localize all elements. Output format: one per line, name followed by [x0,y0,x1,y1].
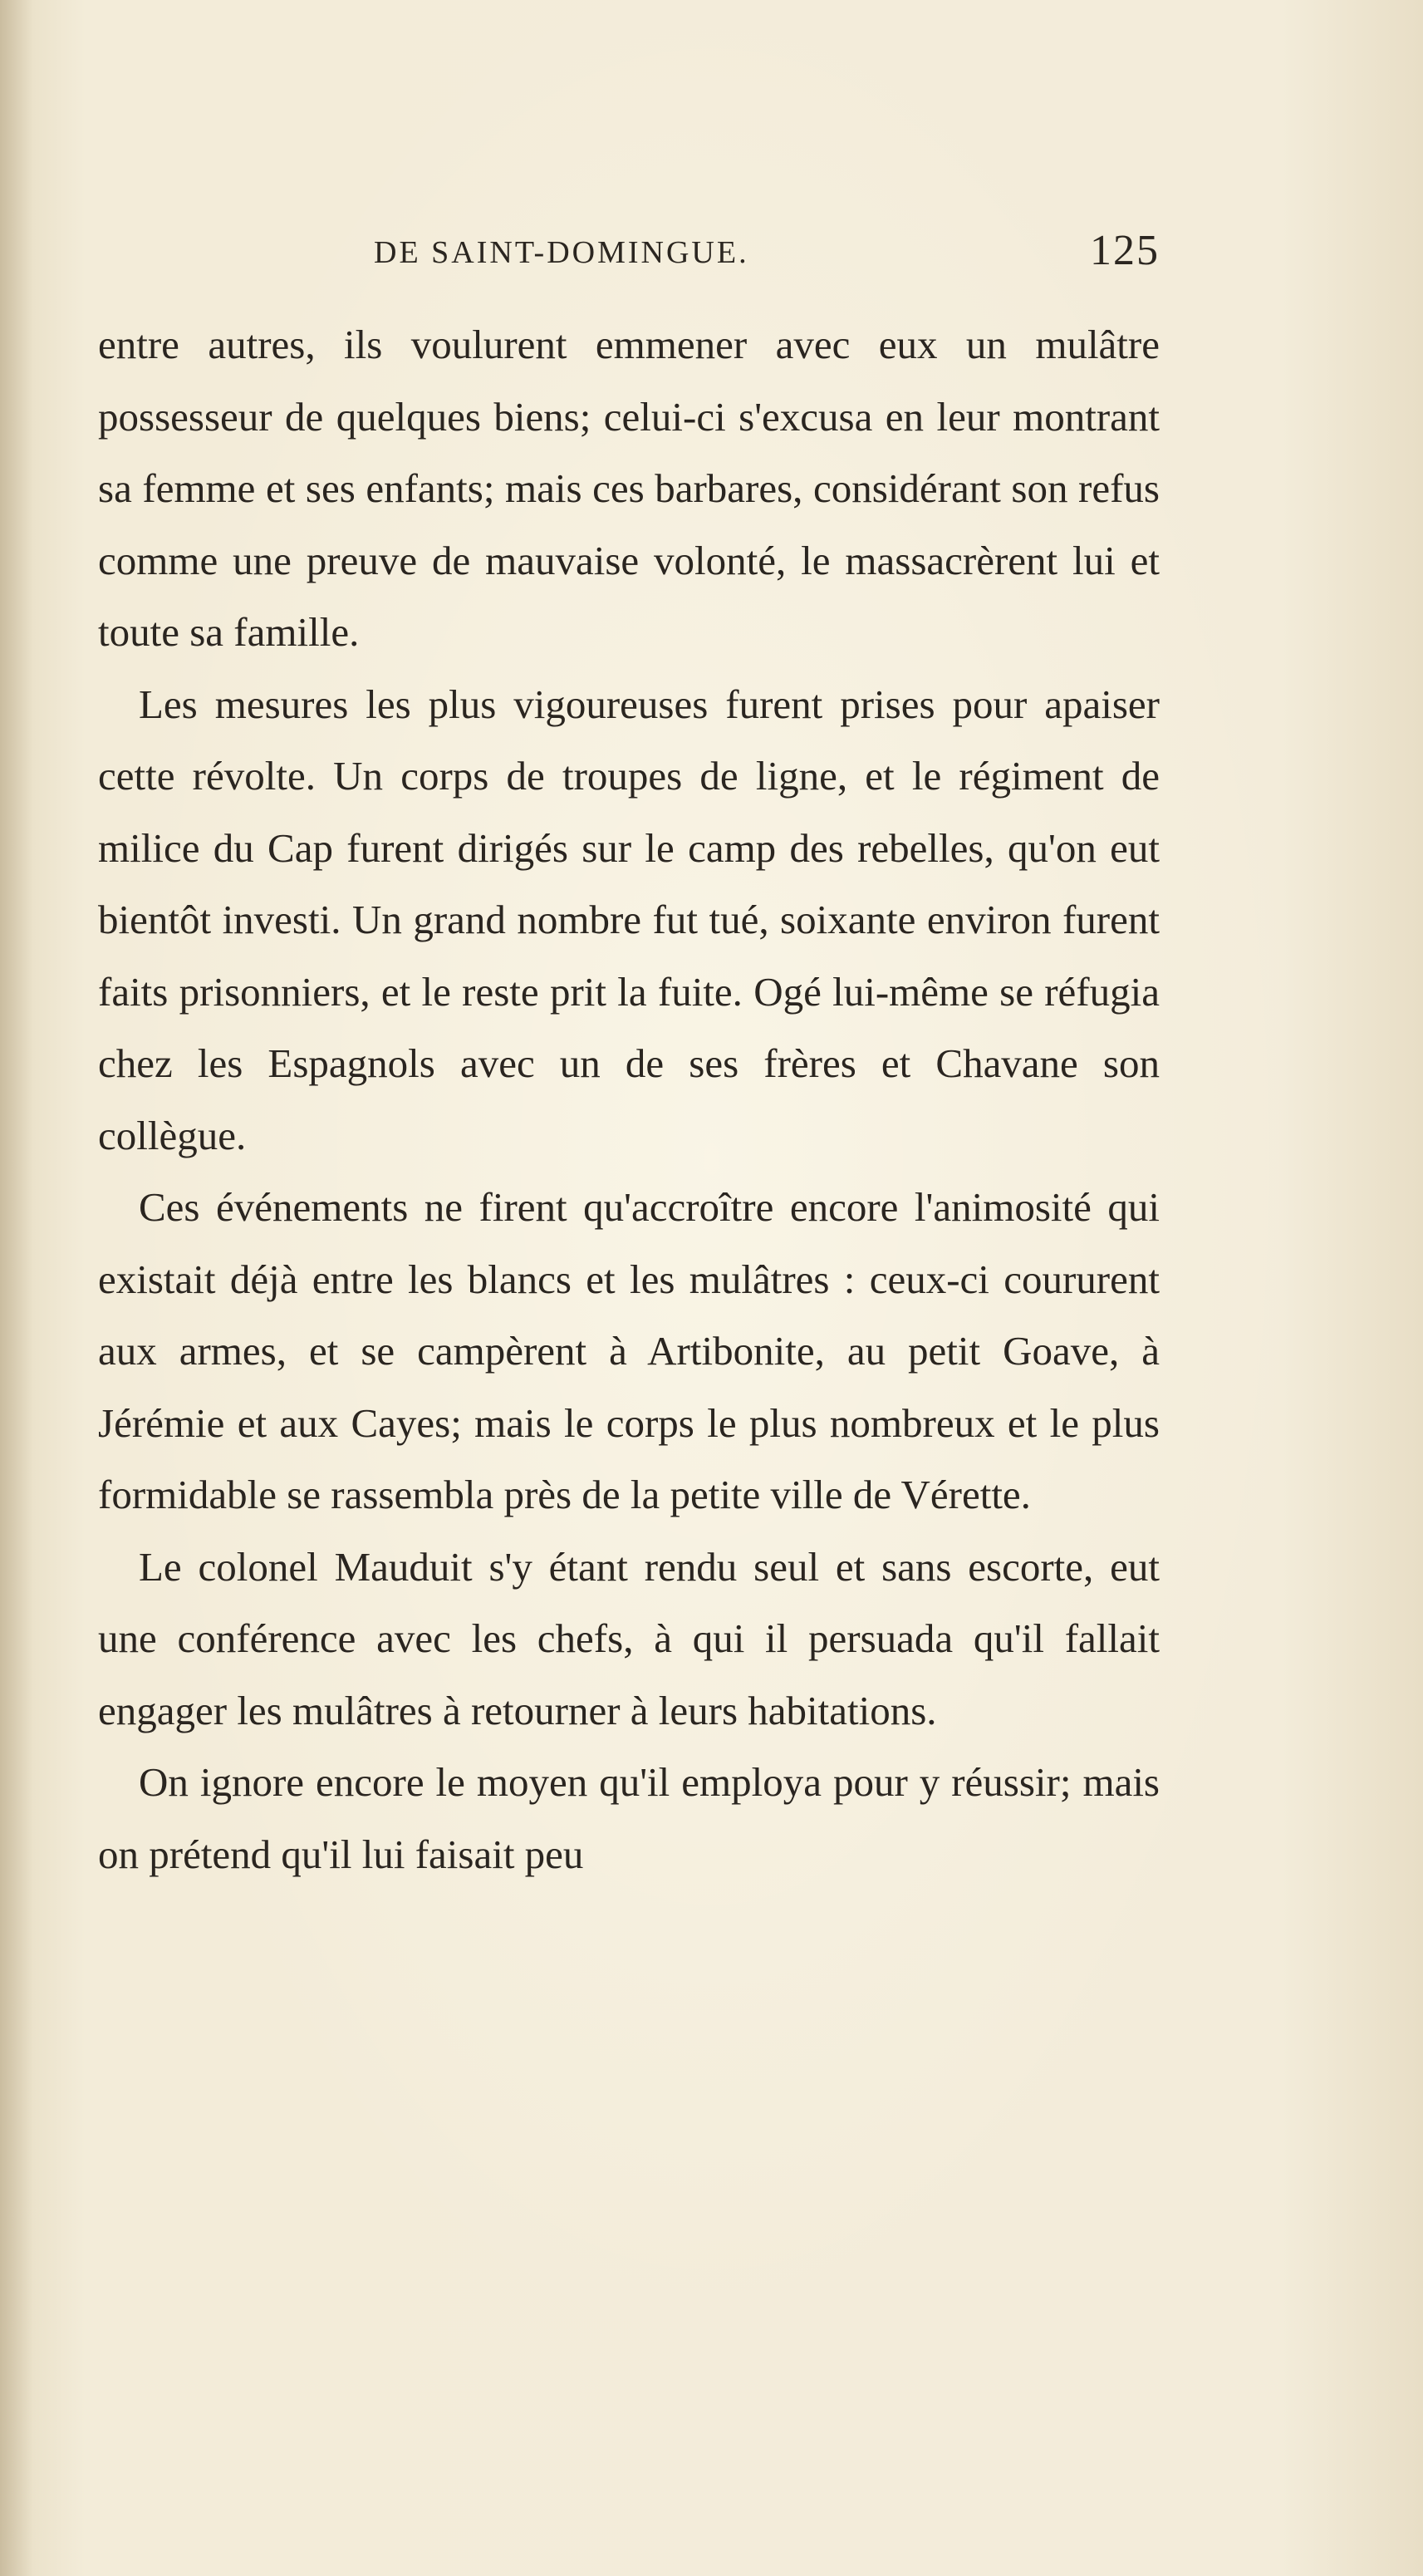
page-number: 125 [1090,227,1160,274]
paragraph-1: entre autres, ils voulurent emmener avec eux un mulâtre possesseur de quelques biens; celui-ci s'excusa en leur montrant sa femme et ses enfants; mais ces barbares, considérant son refus comme une preuve de mauvaise volonté, le massacrèrent lui et toute sa famille. [98,322,1160,655]
body-text [98,309,1160,1890]
page-header [98,226,1160,276]
running-head: DE SAINT-DOMINGUE. [374,235,749,270]
paragraph-3: Ces événements ne firent qu'accroître encore l'animosité qui existait déjà entre les blancs et les mulâtres : ceux-ci coururent aux armes, et se campèrent à Artibonite, au petit Goave, à Jérémie et aux Cayes; mais le corps le plus nombreux et le plus formidable se rassembla près de la petite ville de Vérette. [98,1184,1160,1517]
spine-shadow [0,0,33,2576]
paragraph-4: Le colonel Mauduit s'y étant rendu seul et sans escorte, eut une conférence avec les chefs, à qui il persuada qu'il fallait engager les mulâtres à retourner à leurs habitations. [98,1543,1160,1733]
paragraph-5: On ignore encore le moyen qu'il employa pour y réussir; mais on prétend qu'il lui faisait peu [98,1759,1160,1877]
paragraph-2: Les mesures les plus vigoureuses furent prises pour apaiser cette révolte. Un corps de troupes de ligne, et le régiment de milice du Cap furent dirigés sur le camp des rebelles, qu'on eut bientôt investi. Un grand nombre fut tué, soixante environ furent faits prisonniers, et le reste prit la fuite. Ogé lui-même se réfugia chez les Espagnols avec un de ses frères et Chavane son collègue. [98,681,1160,1158]
